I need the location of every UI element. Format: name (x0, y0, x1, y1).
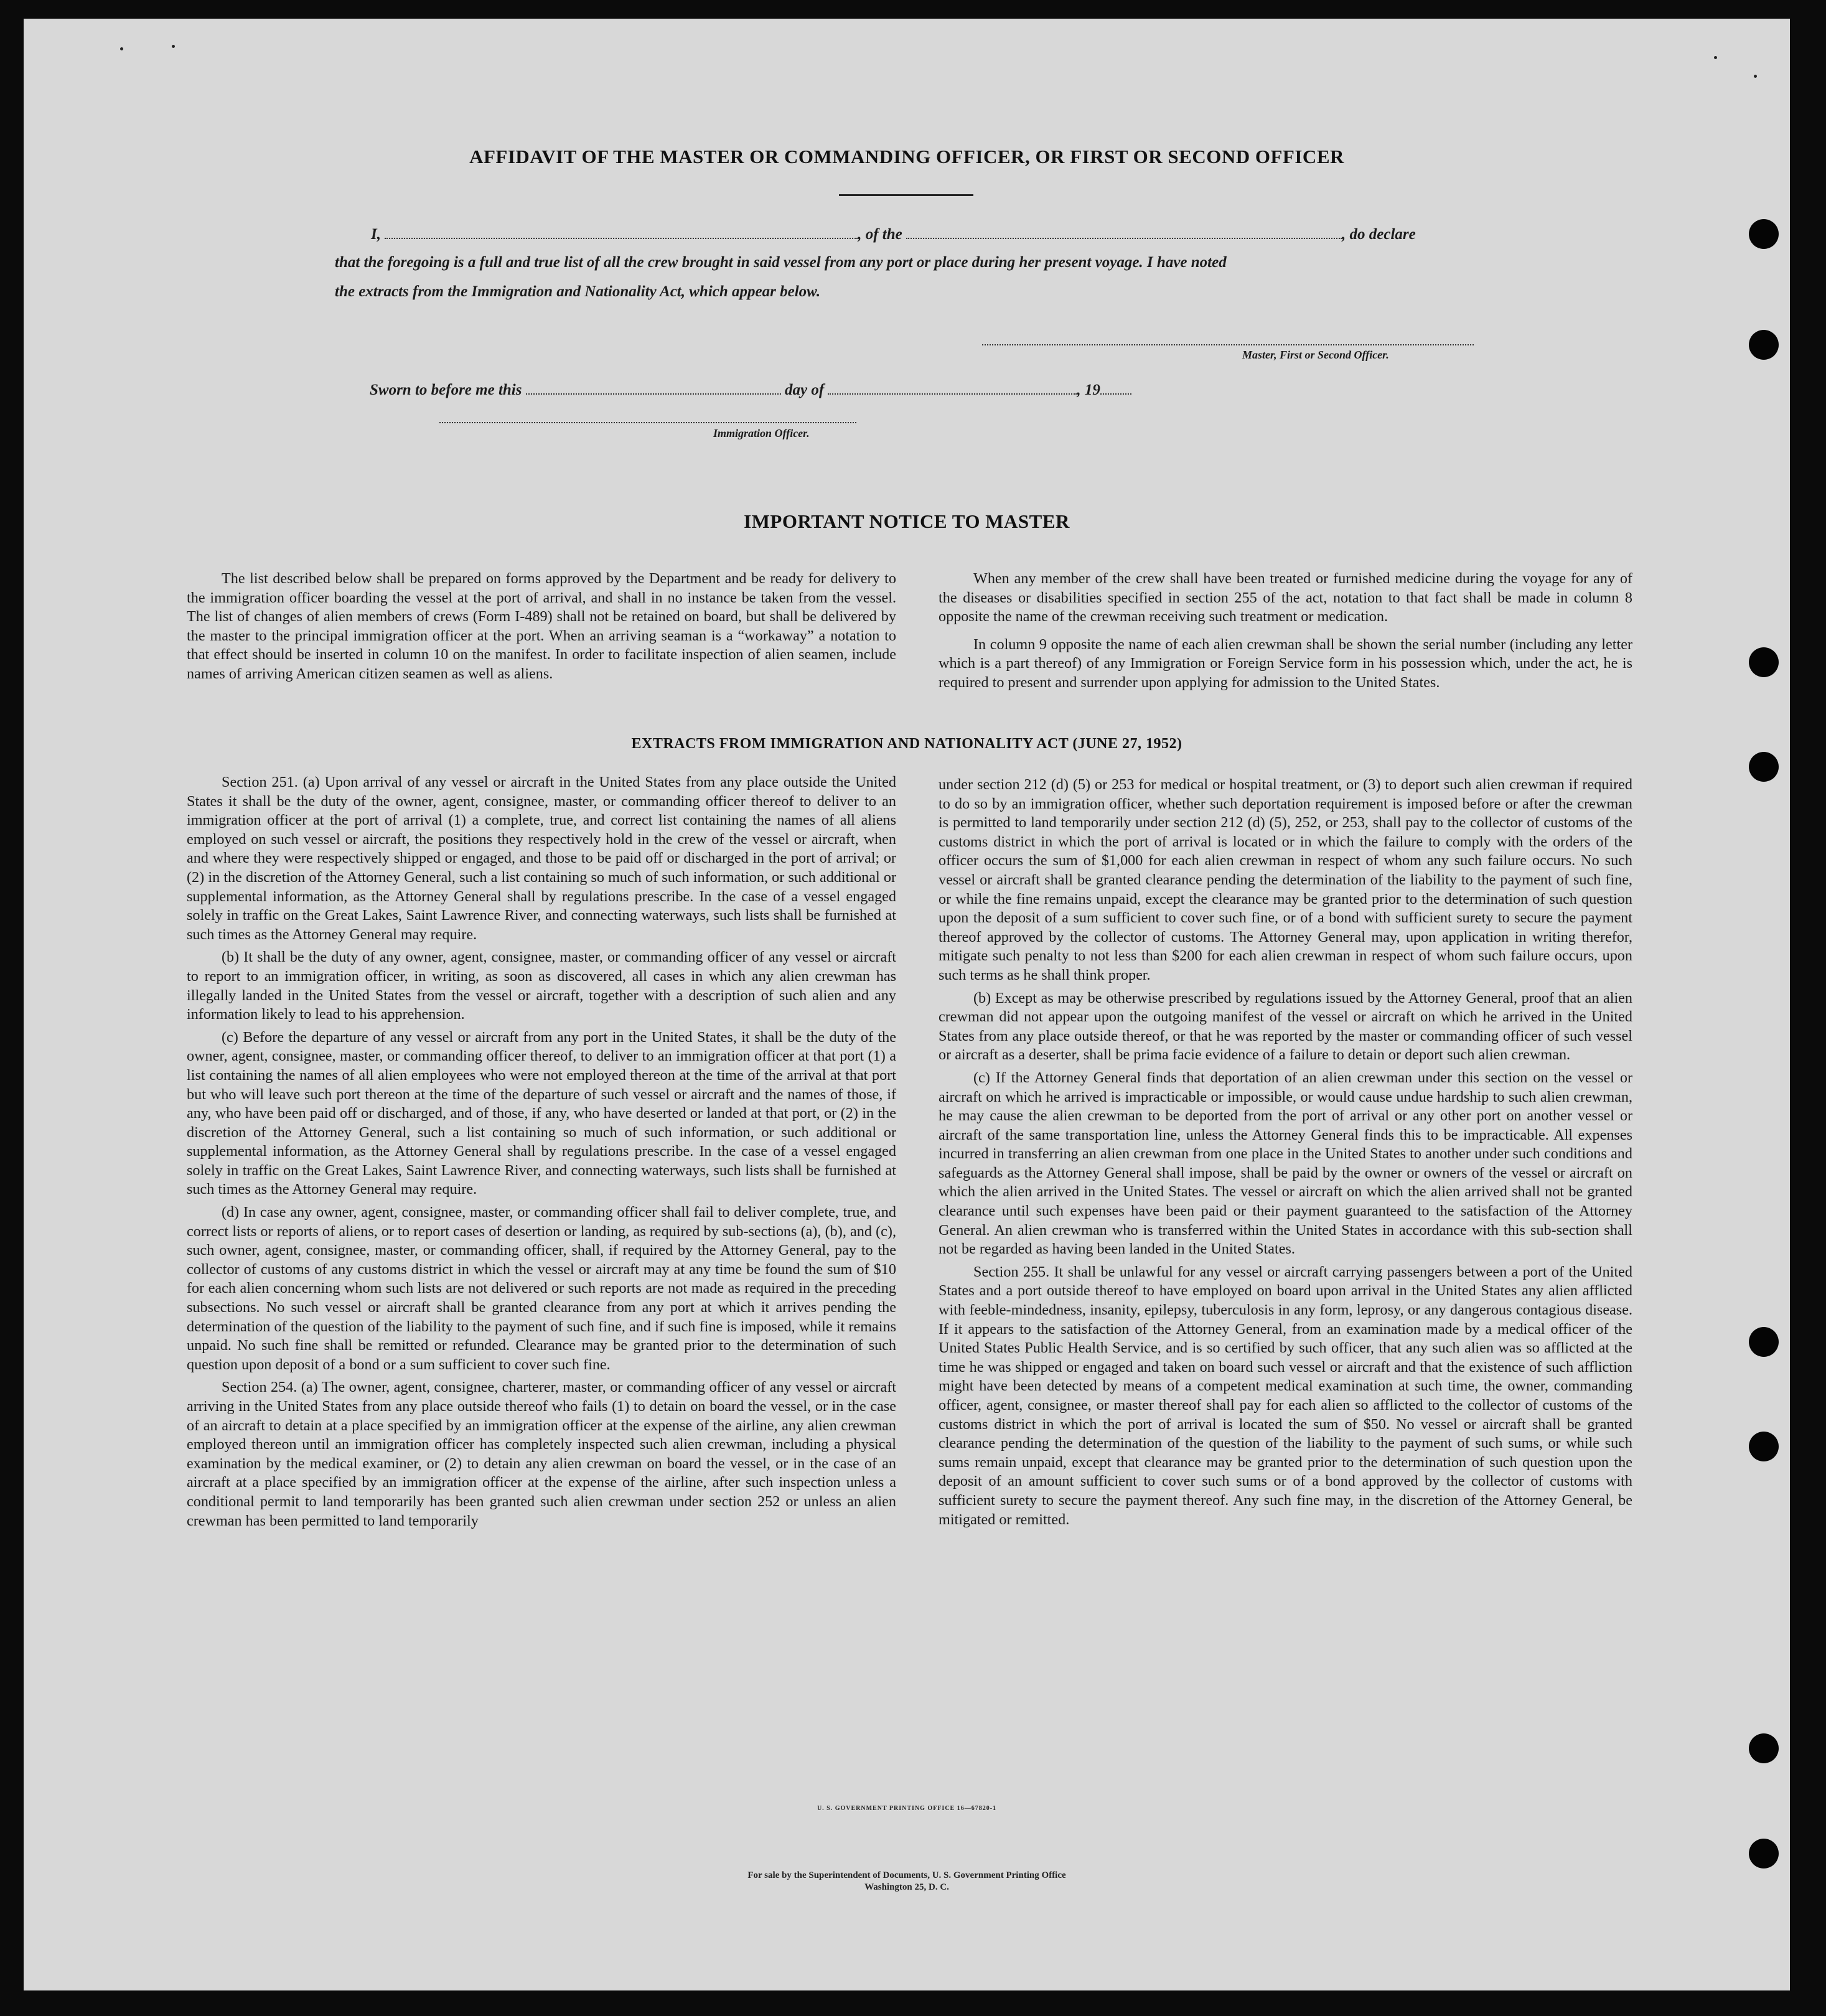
sworn-year-field[interactable] (1100, 380, 1131, 395)
section-255: Section 255. It shall be unlawful for any vessel or aircraft carrying passengers between a port of the United States and a port outside thereof to have employed on board upon arrival in the United States any alien afflicted with feeble-mindedness, insanity, epilepsy, tuberculosis in any form, leprosy, or any dangerous contagious disease. If it appears to the satisfaction of the Attorney General, from an examination made by a medical officer of the United States Public Health Service, and is so certified by such officer, that any such alien was so afflicted at the time he was shipped or engaged and taken on board such vessel or aircraft and that the existence of such affliction might have been detected by means of a competent medical examination at such time, the owner, commanding officer, agent, consignee, or master thereof shall pay for each alien so afflicted to the collector of customs of the customs district in which the port of arrival is located the sum of $50. No vessel or aircraft shall be granted clearance pending the determination of the question of the liability to the payment of such sums, or while such sums remain unpaid, except that clearance may be granted prior to the determination of such question upon the deposit of an amount sufficient to cover such sums or of a bond approved by the collector of customs with sufficient surety to secure the payment thereof. Any such fine may, in the discretion of the Attorney General, be mitigated or remitted. (939, 1263, 1632, 1528)
section-254-a: Section 254. (a) The owner, agent, consignee, charterer, master, or commanding officer of any vessel or aircraft arriving in the United States from any place outside thereof who fails (1) to detain on board the vessel, or in the case of an aircraft to detain at a place specified by an immigration officer at the expense of the airline, any alien crewman employed thereon until an immigration officer has completely inspected such alien crewman, including a physical examination by the medical examiner, or (2) to detain any alien crewman on board the vessel, or in the case of an aircraft at a place specified by an immigration officer at the expense of the airline, after such inspection unless a conditional permit to land temporarily has been granted such alien crewman under section 252 or unless an alien crewman has been permitted to land temporarily (187, 1379, 896, 1529)
immigration-signature-line[interactable] (439, 422, 856, 423)
scan-speck (120, 47, 123, 50)
punch-hole (1749, 1432, 1779, 1461)
sale-line-1: For sale by the Superintendent of Documents, U. S. Government Printing Office (747, 1870, 1066, 1880)
of-the-label: , of the (858, 226, 902, 243)
year-prefix: , 19 (1077, 382, 1100, 398)
declaration-line (371, 224, 1416, 243)
immigration-caption: Immigration Officer. (713, 427, 810, 439)
punch-hole (1749, 219, 1779, 249)
sworn-day-field[interactable] (526, 380, 781, 395)
section-251-a: Section 251. (a) Upon arrival of any vessel or aircraft in the United States from any place outside the United States it shall be the duty of the owner, agent, consignee, master, or commanding officer thereof to deliver to an immigration officer at the port of arrival (1) a complete, true, and correct list containing the names of all aliens employed on such vessel or aircraft, the positions they respectively hold in the crew of the vessel or aircraft, when and where they were respectively shipped or engaged, and those to be paid off or discharged in the port of arrival; or (2) in the discretion of the Attorney General, such a list containing so much of such information, or such additional or supplemental information, as the Attorney General shall by regulations prescribe. In the case of a vessel engaged solely in traffic on the Great Lakes, Saint Lawrence River, and connecting waterways, such lists shall be furnished at such times as the Attorney General may require. (187, 774, 896, 943)
punch-hole (1749, 330, 1779, 360)
punch-hole (1749, 1733, 1779, 1763)
sworn-line (370, 380, 1131, 399)
extracts-left-column (187, 773, 896, 1534)
statement-line-2: the extracts from the Immigration and Nationality Act, which appear below. (335, 283, 821, 300)
punch-hole (1749, 1327, 1779, 1357)
extracts-title: EXTRACTS FROM IMMIGRATION AND NATIONALITY ACT (JUNE 27, 1952) (631, 736, 1182, 752)
notice-title: IMPORTANT NOTICE TO MASTER (744, 510, 1070, 532)
master-caption: Master, First or Second Officer. (1242, 349, 1389, 361)
section-254-b: (b) Except as may be otherwise prescribed by regulations issued by the Attorney General, proof that an alien crewman did not appear upon the outgoing manifest of the vessel or aircraft on which he arrived in the United States from any place outside thereof, or that he was reported by the master or commanding officer of such vessel or aircraft as a deserter, shall be prima facie evidence of a failure to detain or deport such alien crewman. (939, 989, 1632, 1064)
notice-right (939, 570, 1632, 696)
day-of-label: day of (784, 382, 825, 398)
notice-left: The list described below shall be prepared on forms approved by the Department and be ready for delivery to the immigration officer boarding the vessel at the port of arrival, and shall in no instance be taken from the vessel. The list of changes of alien members of crews (Form I-489) shall not be retained on board, but shall be delivered by the master to the principal immigration officer at the port. When an arriving seaman is a “workaway” a notation to that effect should be inserted in column 10 on the manifest. In order to facilitate inspection of alien seamen, include names of arriving American citizen seamen as well as aliens. (187, 570, 896, 682)
name-field[interactable] (385, 224, 858, 239)
notice-right-p1: When any member of the crew shall have been treated or furnished medicine during the voyage for any of the diseases or disabilities specified in section 255 of the act, notation to that fact shall be made in column 8 opposite the name of the crewman receiving such treatment or medication. (939, 570, 1632, 626)
punch-hole (1749, 647, 1779, 677)
section-251-b: (b) It shall be the duty of any owner, agent, consignee, master, or commanding officer of any vessel or aircraft to report to an immigration officer, in writing, as soon as discovered, all cases in which any alien crewman has illegally landed in the United States from the vessel or aircraft, together with a description of such alien and any information likely to lead to his apprehension. (187, 949, 896, 1023)
section-251-c: (c) Before the departure of any vessel or aircraft from any port in the United States, it shall be the duty of the owner, agent, consignee, master, or commanding officer thereof, to deliver to an immigration officer at that port (1) a list containing the names of all alien employees who were not employed thereon at the time of the arrival at that port but who will leave such port thereon at the time of the departure of such vessel or aircraft and the names of those, if any, who have been paid off or discharged, and of those, if any, who have deserted or landed at that port, or (2) in the discretion of the Attorney General, such a list containing so much of such information, or such additional or supplemental information, as the Attorney General shall by regulations prescribe. In the case of a vessel engaged solely in traffic on the Great Lakes, Saint Lawrence River, and connecting waterways, such lists shall be furnished at such times as the Attorney General may require. (187, 1028, 896, 1198)
vessel-field[interactable] (906, 224, 1342, 239)
section-254-c: (c) If the Attorney General finds that deportation of an alien crewman under this section on the vessel or aircraft on which he arrived is impracticable or impossible, or would cause undue hardship to such alien crewman, he may cause the alien crewman to be deported from the port of arrival or any other port on another vessel or aircraft of the same transportation line, unless the Attorney General finds this to be impracticable. All expenses incurred in transferring an alien crewman from one place in the United States to another under such conditions and safeguards as the Attorney General shall impose, shall be paid by the owner or owners of the vessel or aircraft on which the alien arrived in the United States. The vessel or aircraft on which the alien arrived shall not be granted clearance until such expenses have been paid or their payment guaranteed to the satisfaction of the Attorney General. An alien crewman who is transferred within the United States in accordance with this sub-section shall not be regarded as having been landed in the United States. (939, 1069, 1632, 1258)
statement-line-1: that the foregoing is a full and true list of all the crew brought in said vessel from any port or place during her present voyage. I have noted (335, 254, 1227, 271)
punch-hole (1749, 1839, 1779, 1868)
title-rule (839, 194, 973, 196)
sworn-prefix: Sworn to before me this (370, 382, 522, 398)
do-declare-label: , do declare (1342, 226, 1416, 243)
section-254-a-continued: under section 212 (d) (5) or 253 for medical or hospital treatment, or (3) to deport such alien crewman if required to do so by an immigration officer, whether such deportation requirement is imposed before or after the crewman is permitted to land temporarily under section 212 (d) (5), 252, or 253, shall pay to the collector of customs of the customs district in which the port of arrival is located or in which the failure to comply with the orders of the officer occurs the sum of $1,000 for each alien crewman in respect of whom any such failure occurs. No such vessel or aircraft shall be granted clearance pending the determination of the liability to the payment of such fine, or while the fine remains unpaid, except the clearance may be granted prior to the determination of such question upon the deposit of a sum sufficient to cover such fine, or of a bond with sufficient surety to secure the payment thereof approved by the collector of customs. The Attorney General may, upon application in writing therefor, mitigate such penalty to not less than $200 for each alien crewman in respect of whom such failure occurs, upon such terms as he shall think proper. (939, 776, 1632, 983)
notice-right-p2: In column 9 opposite the name of each alien crewman shall be shown the serial number (including any letter which is a part thereof) of any Immigration or Foreign Service form in his possession which, under the act, he is required to present and surrender upon applying for admission to the United States. (939, 635, 1632, 691)
affidavit-title: AFFIDAVIT OF THE MASTER OR COMMANDING OFFICER, OR FIRST OR SECOND OFFICER (469, 146, 1344, 167)
form-page (24, 19, 1790, 1990)
scan-speck (1714, 56, 1717, 59)
punch-hole (1749, 752, 1779, 782)
section-251-d: (d) In case any owner, agent, consignee, master, or commanding officer shall fail to deliver complete, true, and correct lists or reports of aliens, or to report cases of desertion or landing, as required by sub-sections (a), (b), and (c), such owner, agent, consignee, master, or commanding officer, shall, if required by the Attorney General, pay to the collector of customs of any customs district in which the vessel or aircraft may at any time be found the sum of $10 for each alien concerning whom such lists are not delivered or such reports are not made as required in the preceding subsections. No such vessel or aircraft shall be granted clearance from any port at which it arrives pending the determination of the question of the liability to the payment of such fine, and if such fine is imposed, while it remains unpaid. No such fine shall be remitted or refunded. Clearance may be granted prior to the determination of such question upon deposit of a bond or a sum sufficient to cover such fine. (187, 1204, 896, 1373)
sworn-month-field[interactable] (828, 380, 1077, 395)
i-label: I, (371, 226, 381, 243)
scan-speck (172, 45, 175, 48)
extracts-right-column (939, 776, 1632, 1533)
sale-line-2: Washington 25, D. C. (864, 1882, 949, 1892)
printer-imprint: U. S. GOVERNMENT PRINTING OFFICE 16—67820-1 (817, 1805, 997, 1812)
scan-speck (1754, 75, 1757, 78)
master-signature-line[interactable] (982, 344, 1474, 345)
